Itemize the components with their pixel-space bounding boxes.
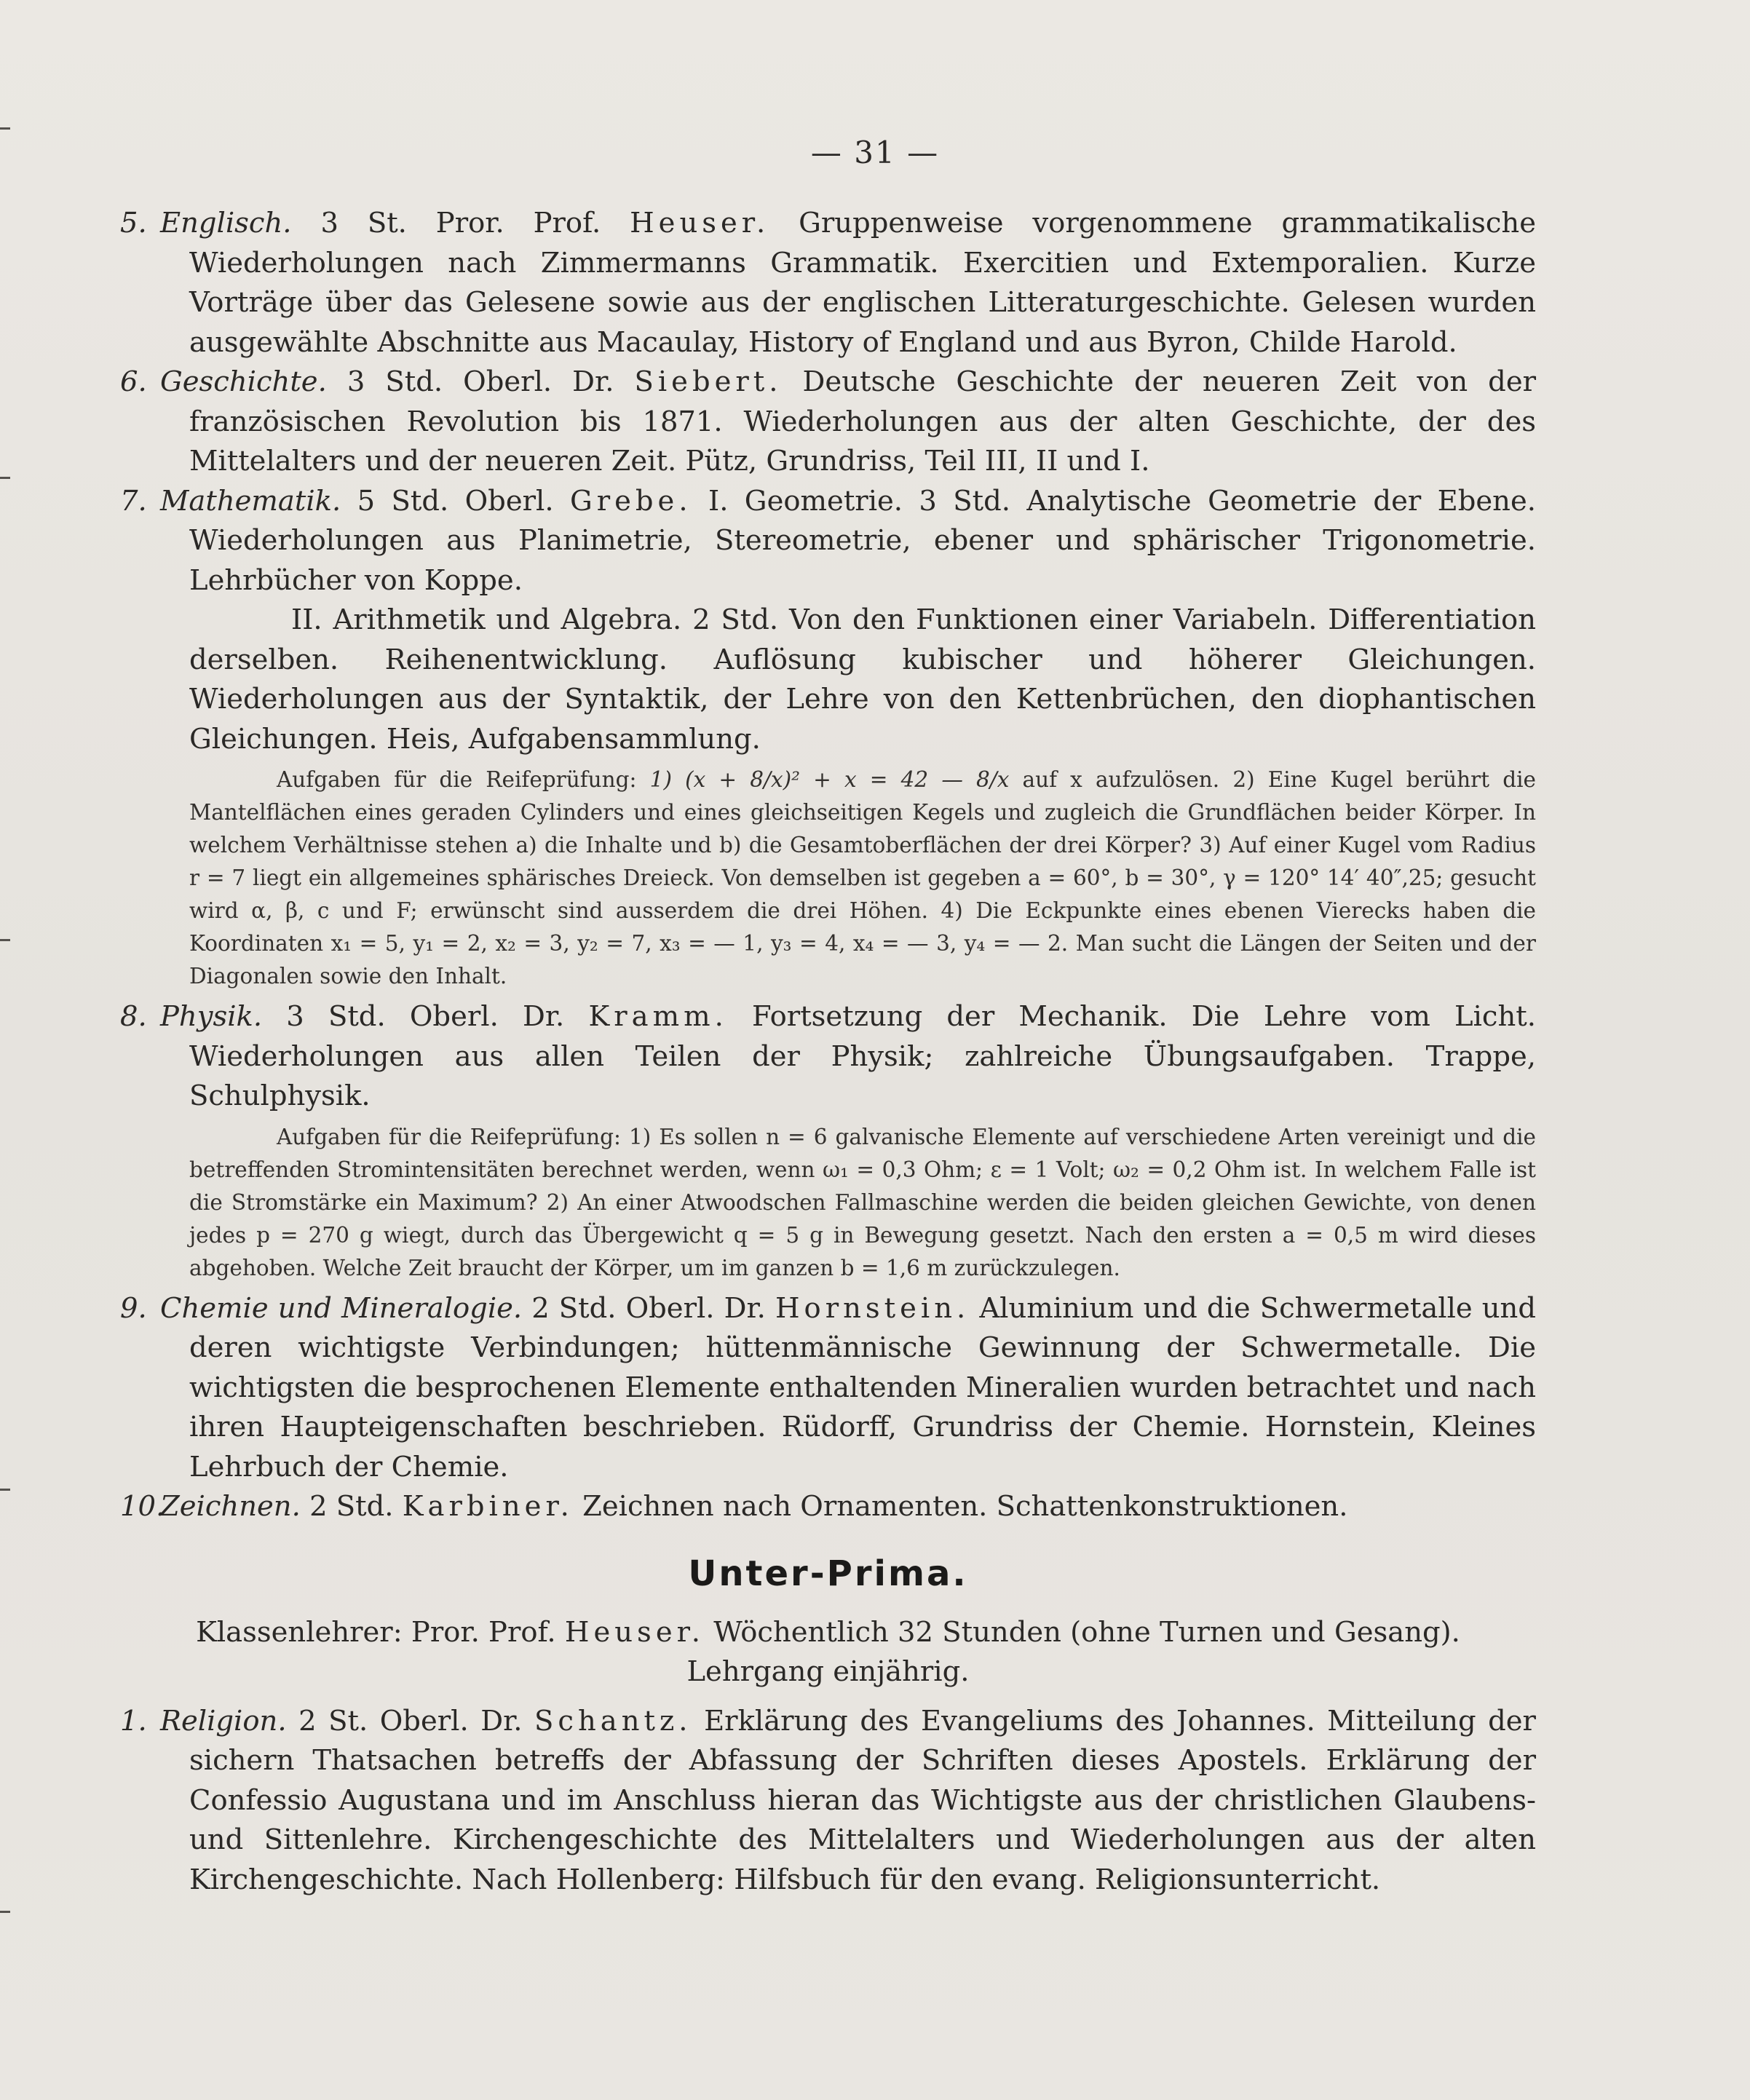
exam-intro: Aufgaben für die Reifeprüfung:: [277, 767, 637, 792]
section-mathematik-part2: II. Arithmetik und Algebra. 2 Std. Von den Funktionen einer Variabeln. Differentiation derselben. Reihenentwicklung. Auflösung kubischer und höherer Gleichungen. Wiederholungen aus der Syntaktik, der Lehre von den Kettenbrüchen, den diophantischen Gleichungen. Heis, Aufgabensammlung.: [189, 603, 1536, 756]
section-index: 10.: [120, 1490, 165, 1523]
section-teacher: Heuser.: [630, 207, 770, 239]
section-text: I. Geometrie. 3 Std. Analytische Geometrie der Ebene. Wiederholungen aus Planimetrie, Stereometrie, ebener und sphärischer Trigonometrie. Lehrbücher von Koppe.: [189, 484, 1536, 597]
section-teacher: Grebe.: [569, 484, 692, 518]
exam-intro: Aufgaben für die Reifeprüfung:: [277, 1124, 621, 1149]
scan-edge-mark: [0, 1489, 10, 1491]
section-text: Aluminium und die Schwermetalle und deren wichtigste Verbindungen; hüttenmännische Gewinnung der Schwermetalle. Die wichtigsten die besprochenen Elemente enthaltenden Mineralien wurden betrachtet und nach ihren Haupteigenschaften beschrieben. Rüdorff, Grundriss der Chemie. Hornstein, Kleines Lehrbuch der Chemie.: [189, 1291, 1536, 1483]
section-text: Deutsche Geschichte der neueren Zeit von der französischen Revolution bis 1871. Wiederholungen aus der alten Geschichte, der des Mittelalters und der neueren Zeit. Pütz, Grundriss, Teil III, II und I.: [189, 365, 1537, 478]
scan-edge-mark: [0, 939, 10, 941]
class-hours: Wöchentlich 32 Stunden (ohne Turnen und Gesang).: [713, 1615, 1460, 1649]
section-text: Erklärung des Evangeliums des Johannes. Mitteilung der sichern Thatsachen betreffs der Abfassung der Schriften dieses Apostels. Erklärung der Confessio Augustana und im Anschluss hieran das Wichtigste aus der christlichen Glaubens- und Sittenlehre. Kirchengeschichte des Mittelalters und Wiederholungen aus der alten Kirchengeschichte. Nach Hollenberg: Hilfsbuch für den evang. Religionsunterricht.: [189, 1704, 1536, 1896]
section-index: 6.: [120, 365, 147, 398]
section-text: Gruppenweise vorgenommene grammatikalische Wiederholungen nach Zimmermanns Grammatik. Exercitien und Extemporalien. Kurze Vorträge über das Gelesene sowie aus der englischen Litteraturgeschichte. Gelesen wurden ausgewählte Abschnitte aus Macaulay, History of England und aus Byron, Childe Harold.: [189, 207, 1537, 359]
section-physik: [120, 997, 1536, 1117]
section-subject: Mathematik.: [160, 484, 341, 518]
section-subject: Zeichnen.: [160, 1490, 301, 1523]
section-teacher-prefix: 2 Std. Oberl. Dr.: [531, 1291, 766, 1325]
section-chemie: [120, 1289, 1536, 1488]
section-teacher: Kramm.: [588, 1000, 728, 1033]
section-teacher: Siebert.: [634, 365, 783, 398]
class-teacher-prefix: Klassenlehrer: Pror. Prof.: [196, 1615, 556, 1649]
section-teacher-prefix: 2 Std.: [309, 1490, 394, 1523]
scan-edge-mark: [0, 127, 10, 130]
exam-text: 1) Es sollen n = 6 galvanische Elemente auf verschiedene Arten vereinigt und die betreffenden Stromintensitäten berechnet werden, wenn ω₁ = 0,3 Ohm; ε = 1 Volt; ω₂ = 0,2 Ohm ist. In welchem Falle ist die Stromstärke ein Maximum? 2) An einer Atwoodschen Fallmaschine werden die beiden gleichen Gewichte, von denen jedes p = 270 g wiegt, durch das Übergewicht q = 5 g in Bewegung gesetzt. Nach den ersten a = 0,5 m wird dieses abgehoben. Welche Zeit braucht der Körper, um im ganzen b = 1,6 m zurückzulegen.: [189, 1124, 1536, 1280]
section-teacher-prefix: 3 Std. Oberl. Dr.: [347, 365, 614, 398]
section-teacher-prefix: 5 Std. Oberl.: [357, 484, 554, 518]
physics-exam-tasks: [189, 1121, 1536, 1285]
section-index: 9.: [120, 1291, 147, 1325]
page-number: — 31 —: [810, 135, 940, 170]
section-index: 1.: [120, 1704, 147, 1738]
section-index: 7.: [120, 484, 147, 518]
class-teacher: Heuser.: [564, 1615, 705, 1649]
exam-formula: 1) (x + 8/x)² + x = 42 — 8/x: [649, 767, 1010, 792]
section-teacher-prefix: 2 St. Oberl. Dr.: [298, 1704, 523, 1738]
section-englisch: [120, 204, 1536, 362]
section-subject: Religion.: [160, 1704, 287, 1738]
section-teacher: Hornstein.: [775, 1291, 970, 1325]
section-subject: Geschichte.: [160, 365, 327, 398]
section-text: Fortsetzung der Mechanik. Die Lehre vom Licht. Wiederholungen aus allen Teilen der Physik; zahlreiche Übungsaufgaben. Trappe, Schulphysik.: [189, 1000, 1536, 1112]
section-teacher: Karbiner.: [402, 1490, 574, 1523]
section-zeichnen: [120, 1487, 1536, 1527]
section-mathematik: [120, 482, 1536, 601]
section-subject: Englisch.: [160, 207, 292, 239]
class-teacher-line: [120, 1613, 1536, 1652]
scan-edge-mark: [0, 477, 10, 479]
section-index: 5.: [120, 207, 147, 239]
section-text: Zeichnen nach Ornamenten. Schattenkonstruktionen.: [582, 1490, 1348, 1523]
math-exam-tasks: [189, 764, 1536, 993]
scan-edge-mark: [0, 1911, 10, 1913]
section-teacher-prefix: 3 Std. Oberl. Dr.: [286, 1000, 565, 1033]
section-index: 8.: [120, 1000, 147, 1033]
class-heading: Unter-Prima.: [688, 1553, 968, 1594]
section-teacher: Schantz.: [534, 1704, 692, 1738]
section-teacher-prefix: 3 St. Pror. Prof.: [320, 207, 601, 239]
class-course: Lehrgang einjährig.: [686, 1655, 970, 1688]
section-subject: Chemie und Mineralogie.: [160, 1291, 523, 1325]
section-subject: Physik.: [160, 1000, 263, 1033]
section-geschichte: [120, 362, 1536, 482]
main-column: [120, 204, 1536, 1900]
section-religion: [120, 1702, 1536, 1901]
exam-text: auf x aufzulösen. 2) Eine Kugel berührt die Mantelflächen eines geraden Cylinders und eines gleichseitigen Kegels und zugleich die Grundflächen beider Körper. In welchem Verhältnisse stehen a) die Inhalte und b) die Gesamtoberflächen der drei Körper? 3) Auf einer Kugel vom Radius r = 7 liegt ein allgemeines sphärisches Dreieck. Von demselben ist gegeben a = 60°, b = 30°, γ = 120° 14′ 40″,25; gesucht wird α, β, c und F; erwünscht sind ausserdem die drei Höhen. 4) Die Eckpunkte eines ebenen Vierecks haben die Koordinaten x₁ = 5, y₁ = 2, x₂ = 3, y₂ = 7, x₃ = — 1, y₃ = 4, x₄ = — 3, y₄ = — 2. Man sucht die Längen der Seiten und der Diagonalen sowie den Inhalt.: [189, 767, 1536, 988]
